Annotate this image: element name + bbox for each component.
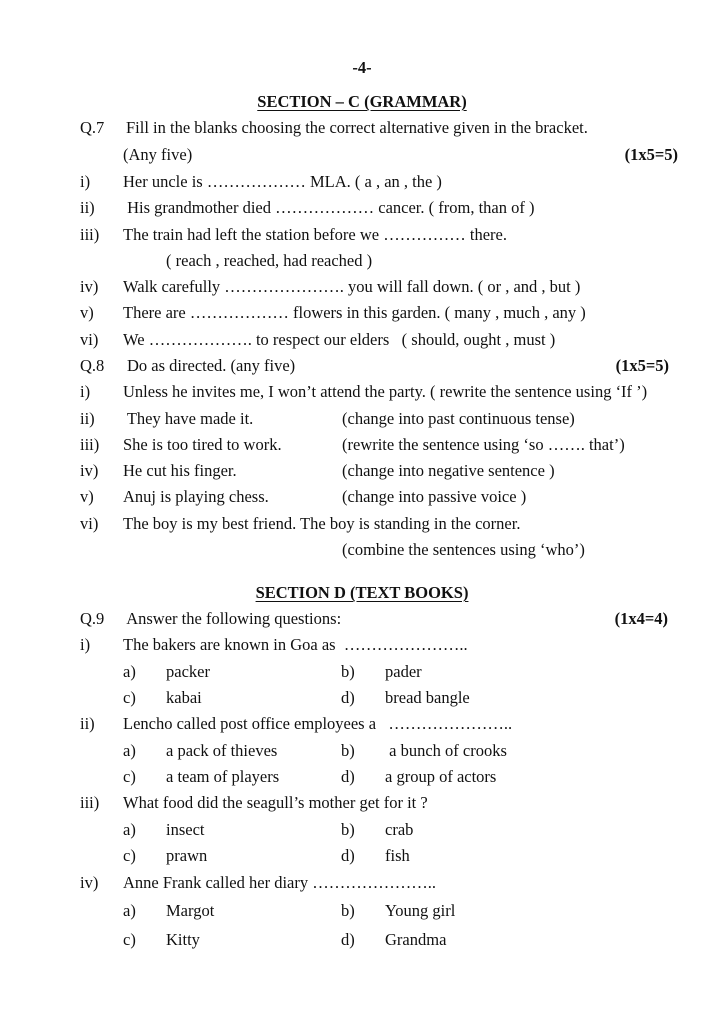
option-text: packer: [166, 662, 210, 681]
item-text: Anne Frank called her diary …………………..: [123, 873, 436, 892]
item-text: There are ……………… flowers in this garden. ( many , much , any ): [123, 303, 586, 322]
item-text: The boy is my best friend. The boy is standing in the corner.: [123, 514, 521, 533]
item-text: She is too tired to work.: [123, 435, 282, 454]
marks-label: (1x5=5): [624, 145, 678, 164]
item-instruction: (change into passive voice ): [342, 487, 527, 506]
item-text: He cut his finger.: [123, 461, 237, 480]
item-text: Lencho called post office employees a …………………..: [123, 714, 513, 733]
item-number: iii): [80, 435, 100, 454]
option-label: b): [341, 820, 355, 839]
item-number: v): [80, 487, 94, 506]
item-number: iv): [80, 461, 99, 480]
item-instruction: (rewrite the sentence using ‘so ……. that’): [342, 435, 625, 454]
item-number: iv): [80, 277, 99, 296]
page-number: -4-: [352, 58, 372, 77]
option-label: a): [123, 662, 136, 681]
question-number: Q.9: [80, 609, 105, 628]
item-number: i): [80, 172, 91, 191]
option-text: a team of players: [166, 767, 280, 786]
item-instruction: (change into negative sentence ): [342, 461, 555, 480]
question-number: Q.7: [80, 118, 105, 137]
item-number: vi): [80, 514, 99, 533]
item-number: i): [80, 635, 91, 654]
question-note: (Any five): [123, 145, 193, 164]
option-label: c): [123, 846, 136, 865]
section-c-title: SECTION – C (GRAMMAR): [257, 92, 467, 111]
option-text: a group of actors: [385, 767, 497, 786]
option-label: c): [123, 930, 136, 949]
item-text: Unless he invites me, I won’t attend the party. ( rewrite the sentence using ‘If ’): [123, 382, 648, 401]
option-text: bread bangle: [385, 688, 470, 707]
option-text: kabai: [166, 688, 202, 707]
option-text: Margot: [166, 901, 215, 920]
item-text: The bakers are known in Goa as …………………..: [123, 635, 468, 654]
option-text: crab: [385, 820, 414, 839]
section-d-title: SECTION D (TEXT BOOKS): [255, 583, 469, 602]
item-instruction: (combine the sentences using ‘who’): [342, 540, 585, 559]
question-prompt: Answer the following questions:: [123, 609, 342, 628]
question-number: Q.8: [80, 356, 105, 375]
option-label: d): [341, 930, 355, 949]
option-label: a): [123, 741, 136, 760]
item-text: Walk carefully …………………. you will fall down. ( or , and , but ): [123, 277, 581, 296]
option-label: d): [341, 767, 355, 786]
question-prompt: Do as directed. (any five): [127, 356, 296, 375]
item-number: iii): [80, 793, 100, 812]
option-label: b): [341, 741, 355, 760]
option-label: b): [341, 662, 355, 681]
item-number: v): [80, 303, 94, 322]
option-text: a pack of thieves: [166, 741, 278, 760]
option-label: b): [341, 901, 355, 920]
option-label: a): [123, 901, 136, 920]
option-text: Grandma: [385, 930, 447, 949]
item-number: i): [80, 382, 91, 401]
item-text: They have made it.: [123, 409, 254, 428]
marks-label: (1x4=4): [614, 609, 668, 628]
item-instruction: (change into past continuous tense): [342, 409, 575, 428]
item-continuation: ( reach , reached, had reached ): [166, 251, 373, 270]
option-text: pader: [385, 662, 422, 681]
item-text: We ………………. to respect our elders ( should, ought , must ): [123, 330, 556, 349]
question-prompt: Fill in the blanks choosing the correct alternative given in the bracket.: [126, 118, 588, 137]
marks-label: (1x5=5): [615, 356, 669, 375]
option-text: fish: [385, 846, 410, 865]
option-text: Kitty: [166, 930, 200, 949]
option-label: d): [341, 846, 355, 865]
item-text: Anuj is playing chess.: [123, 487, 269, 506]
option-label: c): [123, 767, 136, 786]
option-label: a): [123, 820, 136, 839]
item-number: ii): [80, 409, 95, 428]
item-number: iii): [80, 225, 100, 244]
item-text: The train had left the station before we …………… there.: [123, 225, 507, 244]
option-text: a bunch of crooks: [385, 741, 507, 760]
item-number: iv): [80, 873, 99, 892]
option-text: Young girl: [385, 901, 456, 920]
item-text: What food did the seagull’s mother get for it ?: [123, 793, 428, 812]
option-label: d): [341, 688, 355, 707]
item-number: ii): [80, 714, 95, 733]
item-number: vi): [80, 330, 99, 349]
option-text: insect: [166, 820, 205, 839]
section-c-heading: [0, 92, 724, 112]
option-text: prawn: [166, 846, 208, 865]
item-text: Her uncle is ……………… MLA. ( a , an , the ): [123, 172, 442, 191]
section-d-heading: [0, 583, 724, 603]
item-text: His grandmother died ……………… cancer. ( from, than of ): [123, 198, 535, 217]
item-number: ii): [80, 198, 95, 217]
option-label: c): [123, 688, 136, 707]
